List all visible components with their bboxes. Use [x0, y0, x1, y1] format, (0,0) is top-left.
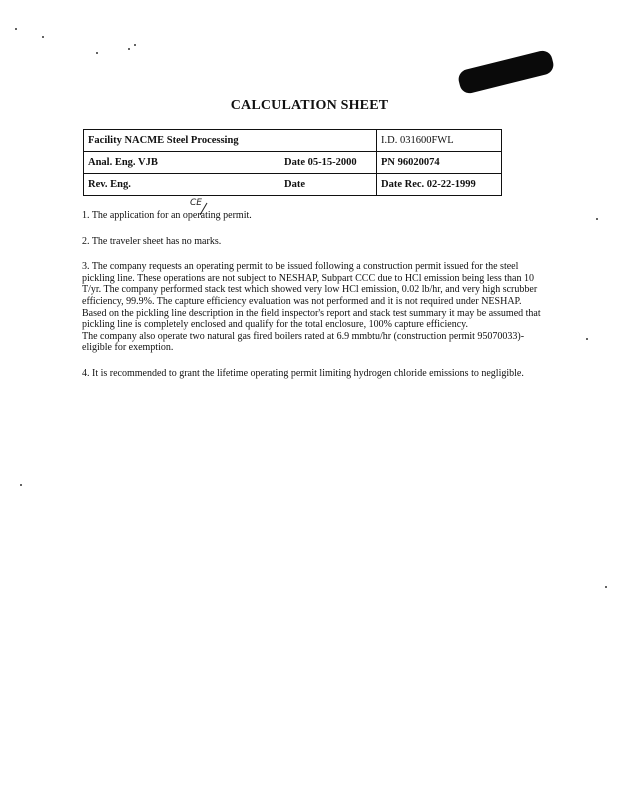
- redaction-mark: [457, 49, 556, 96]
- pn-cell: PN 96020074: [377, 152, 502, 174]
- scan-speck: [586, 338, 588, 340]
- date-rec-cell: Date Rec. 02-22-1999: [377, 174, 502, 196]
- scan-speck: [96, 52, 98, 54]
- scan-speck: [596, 218, 598, 220]
- rev-date-cell: Date: [280, 174, 377, 196]
- scan-speck: [134, 44, 136, 46]
- id-cell: I.D. 031600FWL: [377, 130, 502, 152]
- paragraph: 1. The application for an operating permit.: [82, 210, 252, 221]
- scan-speck: [20, 484, 22, 486]
- rev-eng-cell: Rev. Eng.: [84, 174, 281, 196]
- scan-speck: [42, 36, 44, 38]
- header-row: [84, 174, 502, 196]
- header-table: [83, 129, 502, 196]
- header-row: [84, 130, 502, 152]
- paragraph: 4. It is recommended to grant the lifetime operating permit limiting hydrogen chloride emissions to negligible.: [82, 367, 524, 379]
- header-row: [84, 152, 502, 174]
- page-title: CALCULATION SHEET: [230, 98, 389, 113]
- scan-speck: [605, 586, 607, 588]
- paragraph: 3. The company requests an operating permit to be issued following a construction permit issued for the steel pickling line. These operations are not subject to NESHAP, Subpart CCC due to HCl emission being less than 10 T/yr. The company performed stack test which showed very low HCl emission, 0.02 lb/hr, and very high scrubber efficiency, 99.9%. The capture efficiency evaluation was not performed and it is not required under NESHAP. Based on the pickling line description in the field inspector's report and stack test summary it may be assumed that pickling line is completely enclosed and qualify for the total enclosure, 100% capture efficiency.: [82, 261, 541, 331]
- paragraph: 2. The traveler sheet has no marks.: [82, 235, 222, 247]
- scan-speck: [15, 28, 17, 30]
- date-cell: Date 05-15-2000: [280, 152, 377, 174]
- paragraph: The company also operate two natural gas fired boilers rated at 6.9 mmbtu/hr (construction permit 95070033)- eligible for exemption.: [82, 330, 525, 354]
- anal-eng-cell: Anal. Eng. VJB: [84, 152, 281, 174]
- scan-speck: [128, 48, 130, 50]
- handwritten-note: CE: [190, 198, 202, 208]
- body-text: [82, 210, 542, 394]
- facility-cell: Facility NACME Steel Processing: [84, 130, 377, 152]
